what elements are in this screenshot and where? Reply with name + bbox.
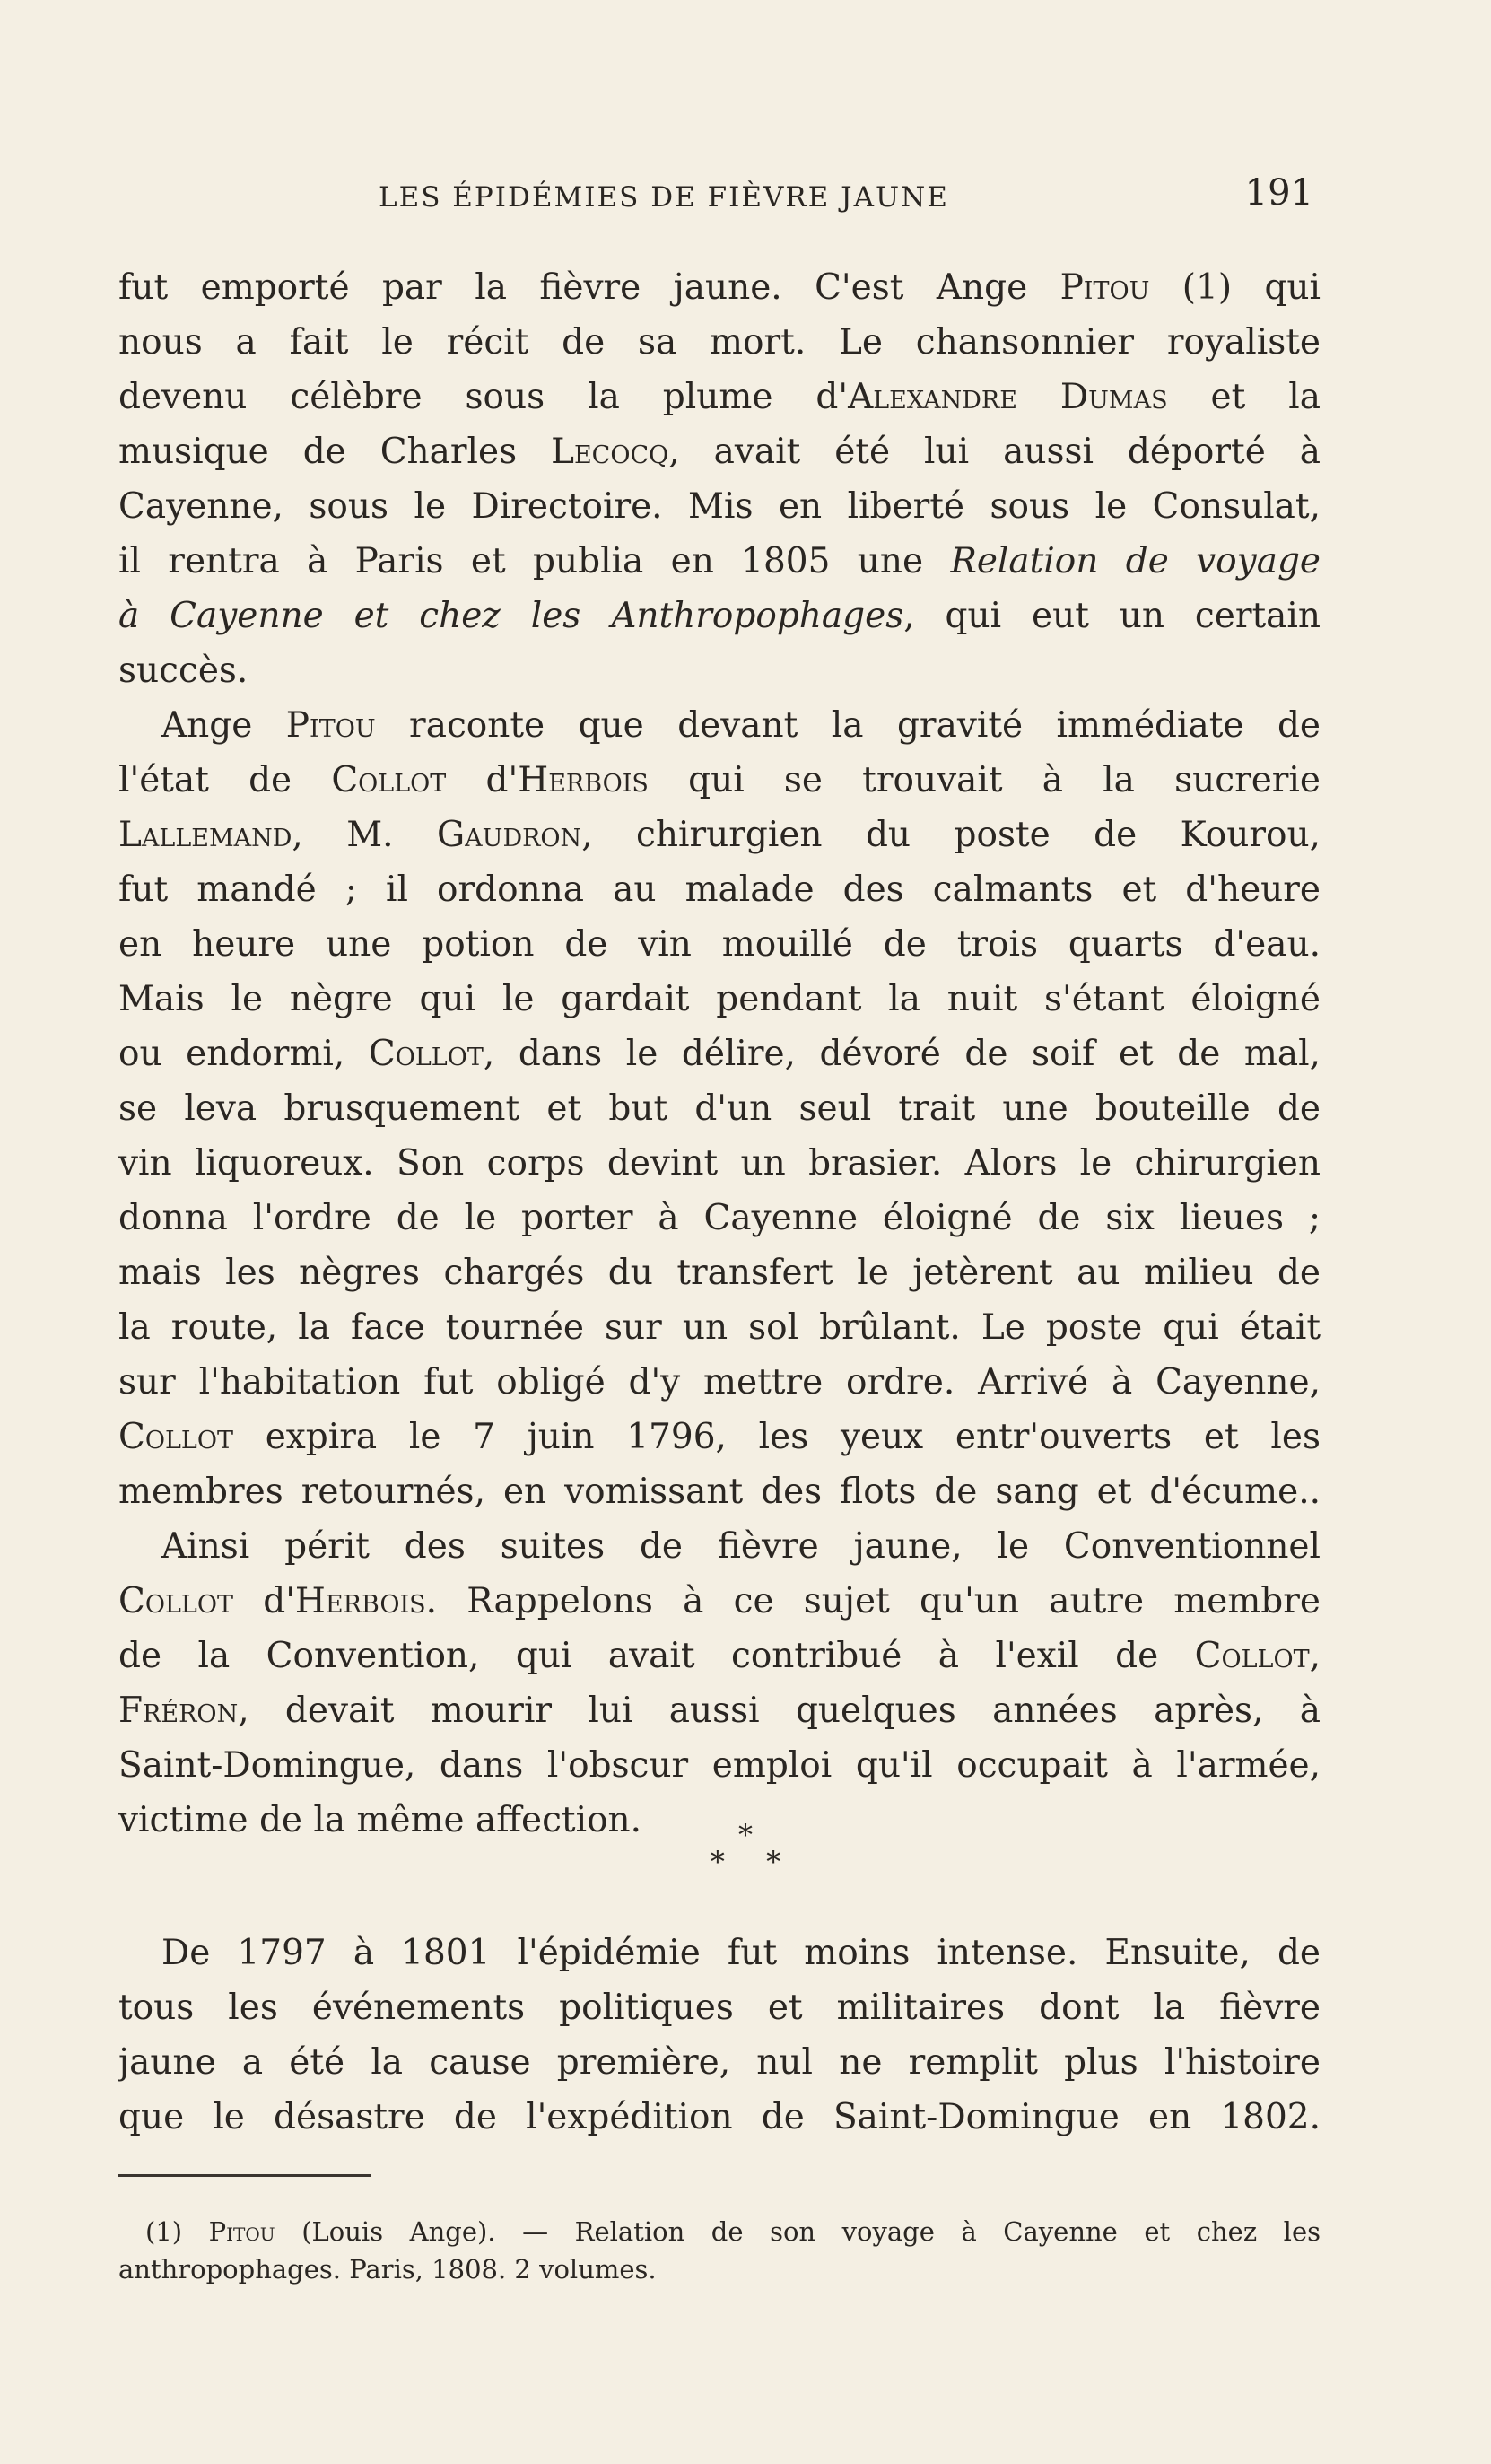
text-line: fut mandé ; il ordonna au malade des calmants et d'heure [118, 869, 1321, 910]
text-line: succès. [118, 651, 248, 691]
running-head [118, 172, 1313, 226]
text-line: sur l'habitation fut obligé d'y mettre ordre. Arrivé à Cayenne, [118, 1362, 1321, 1402]
person-name: Herbois [294, 1581, 426, 1621]
footnote-line: (1) Pitou (Louis Ange). — Relation de son voyage à Cayenne et chez les [145, 2216, 1321, 2247]
text-line: vin liquoreux. Son corps devint un brasier. Alors le chirurgien [118, 1143, 1321, 1184]
text-line: ou endormi, Collot, dans le délire, dévoré de soif et de mal, [118, 1034, 1321, 1074]
author-name: Alexandre Dumas [848, 377, 1168, 417]
text-line: à Cayenne et chez les Anthropophages, qui eut un certain [118, 596, 1321, 636]
text-line: membres retournés, en vomissant des flots de sang et d'écume.. [118, 1472, 1321, 1512]
text-line: donna l'ordre de le porter à Cayenne éloigné de six lieues ; [118, 1198, 1321, 1238]
text-line: Saint-Domingue, dans l'obscur emploi qu'il occupait à l'armée, [118, 1745, 1321, 1786]
person-name: Collot [118, 1417, 233, 1457]
text-line: jaune a été la cause première, nul ne remplit plus l'histoire [118, 2042, 1321, 2083]
text-line: se leva brusquement et but d'un seul trait une bouteille de [118, 1088, 1321, 1129]
text-line: Ainsi périt des suites de fièvre jaune, le Conventionnel [161, 1526, 1321, 1567]
author-name: Pitou [208, 2216, 275, 2247]
text-line: mais les nègres chargés du transfert le jetèrent au milieu de [118, 1253, 1321, 1293]
page-number: 191 [1244, 172, 1313, 214]
person-name: Herbois [518, 760, 649, 800]
main-text [118, 260, 1321, 1848]
text-line: fut emporté par la fièvre jaune. C'est Ange Pitou (1) qui [118, 267, 1321, 308]
text-line: la route, la face tournée sur un sol brûlant. Le poste qui était [118, 1307, 1321, 1348]
person-name: Collot [118, 1581, 233, 1621]
person-name: Collot [1194, 1636, 1310, 1676]
person-name: Fréron [118, 1691, 239, 1731]
text-line: victime de la même affection. [118, 1800, 642, 1840]
text-line: De 1797 à 1801 l'épidémie fut moins intense. Ensuite, de [161, 1933, 1321, 1973]
person-name: Collot [331, 760, 447, 800]
text-line: Cayenne, sous le Directoire. Mis en liberté sous le Consulat, [118, 486, 1321, 527]
text-line: nous a fait le récit de sa mort. Le chansonnier royaliste [118, 322, 1321, 363]
text-line: Mais le nègre qui le gardait pendant la nuit s'étant éloigné [118, 979, 1321, 1019]
text-line: il rentra à Paris et publia en 1805 une Relation de voyage [118, 541, 1321, 581]
footnote-divider [118, 2174, 371, 2177]
text-line: Collot d'Herbois. Rappelons à ce sujet qu'un autre membre [118, 1581, 1321, 1621]
asterism-bottom: * * [710, 1845, 798, 1879]
text-line: Lallemand, M. Gaudron, chirurgien du poste de Kourou, [118, 815, 1321, 855]
book-title: à Cayenne et chez les Anthropophages [118, 596, 904, 636]
person-name: Lallemand [118, 815, 292, 855]
footnote-line: anthropophages. Paris, 1808. 2 volumes. [118, 2254, 657, 2285]
person-name: Collot [368, 1034, 484, 1074]
author-name: Lecocq [551, 432, 669, 472]
text-line: l'état de Collot d'Herbois qui se trouvait à la sucrerie [118, 760, 1321, 800]
text-line: Collot expira le 7 juin 1796, les yeux entr'ouverts et les [118, 1417, 1321, 1457]
running-title: LES ÉPIDÉMIES DE FIÈVRE JAUNE [379, 181, 949, 214]
text-line: musique de Charles Lecocq, avait été lui aussi déporté à [118, 432, 1321, 472]
text-line: devenu célèbre sous la plume d'Alexandre Dumas et la [118, 377, 1321, 417]
second-section-text [118, 1926, 1321, 2145]
person-name: Gaudron [437, 815, 582, 855]
asterism-top: * [738, 1818, 753, 1852]
author-name: Pitou [1059, 267, 1150, 308]
book-title: Relation de voyage [950, 541, 1321, 581]
text-line: de la Convention, qui avait contribué à l'exil de Collot, [118, 1636, 1321, 1676]
footnote [118, 2213, 1321, 2288]
text-line: que le désastre de l'expédition de Saint-Domingue en 1802. [118, 2097, 1321, 2137]
text-line: Ange Pitou raconte que devant la gravité immédiate de [161, 705, 1321, 746]
text-line: tous les événements politiques et militaires dont la fièvre [118, 1988, 1321, 2028]
text-line: Fréron, devait mourir lui aussi quelques années après, à [118, 1691, 1321, 1731]
author-name: Pitou [285, 705, 376, 746]
text-line: en heure une potion de vin mouillé de trois quarts d'eau. [118, 924, 1321, 965]
